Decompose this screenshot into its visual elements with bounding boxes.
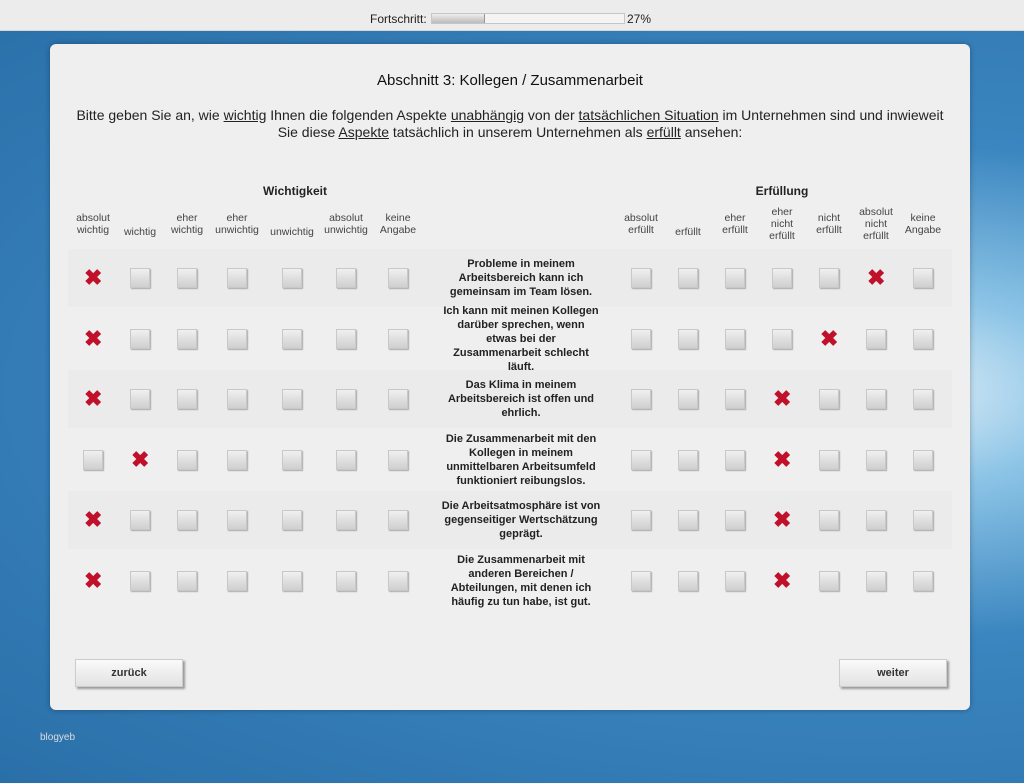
importance-checkbox[interactable] [282, 389, 302, 409]
importance-checkbox[interactable] [388, 329, 408, 349]
importance-column-header: absolut wichtig [76, 212, 110, 236]
fulfillment-checkbox[interactable] [819, 450, 839, 470]
importance-checkbox-checked[interactable]: ✖ [84, 265, 103, 290]
fulfillment-checkbox-checked[interactable]: ✖ [773, 507, 792, 532]
importance-checkbox[interactable] [336, 450, 356, 470]
importance-checkbox[interactable] [130, 389, 150, 409]
fulfillment-column-header: absolut nicht erfüllt [859, 206, 893, 242]
importance-checkbox[interactable] [130, 510, 150, 530]
instructions: Bitte geben Sie an, wie wichtig Ihnen die folgenden Aspekte unabhängig von der tatsächlichen Situation im Unternehmen sind und inwieweit Sie diese Aspekte tatsächlich in unserem Unternehmen als erfüllt ansehen: [76, 107, 944, 140]
fulfillment-checkbox[interactable] [631, 268, 651, 288]
fulfillment-column-header: nicht erfüllt [816, 212, 842, 236]
importance-checkbox[interactable] [336, 389, 356, 409]
fulfillment-checkbox[interactable] [725, 268, 745, 288]
fulfillment-checkbox[interactable] [866, 571, 886, 591]
importance-column-header: absolut unwichtig [324, 212, 368, 236]
importance-checkbox[interactable] [336, 329, 356, 349]
importance-checkbox[interactable] [177, 571, 197, 591]
fulfillment-checkbox-checked[interactable]: ✖ [820, 326, 839, 351]
importance-checkbox[interactable] [336, 510, 356, 530]
importance-checkbox[interactable] [177, 268, 197, 288]
fulfillment-checkbox[interactable] [913, 510, 933, 530]
fulfillment-checkbox[interactable] [772, 268, 792, 288]
question-text: Die Zusammenarbeit mit den Kollegen in meinem unmittelbaren Arbeitsumfeld funktioniert reibungslos. [445, 433, 597, 487]
importance-checkbox[interactable] [227, 450, 247, 470]
fulfillment-checkbox[interactable] [725, 450, 745, 470]
fulfillment-heading: Erfüllung [755, 184, 809, 198]
importance-checkbox-checked[interactable]: ✖ [84, 326, 103, 351]
fulfillment-checkbox[interactable] [866, 389, 886, 409]
importance-checkbox[interactable] [227, 329, 247, 349]
fulfillment-checkbox[interactable] [866, 329, 886, 349]
importance-checkbox[interactable] [282, 329, 302, 349]
question-text: Die Arbeitsatmosphäre ist von gegenseitiger Wertschätzung geprägt. [441, 500, 601, 540]
progress-header [0, 0, 1024, 31]
fulfillment-checkbox[interactable] [913, 268, 933, 288]
question-row [68, 305, 952, 373]
importance-checkbox[interactable] [282, 510, 302, 530]
importance-heading: Wichtigkeit [263, 184, 327, 198]
question-row [68, 431, 952, 489]
question-text: Probleme in meinem Arbeitsbereich kann ich gemeinsam im Team lösen. [449, 258, 593, 298]
importance-checkbox[interactable] [227, 571, 247, 591]
fulfillment-checkbox[interactable] [913, 571, 933, 591]
importance-checkbox[interactable] [177, 389, 197, 409]
question-row [68, 249, 952, 307]
fulfillment-checkbox[interactable] [678, 329, 698, 349]
fulfillment-checkbox[interactable] [819, 571, 839, 591]
importance-checkbox[interactable] [282, 268, 302, 288]
importance-checkbox[interactable] [83, 450, 103, 470]
fulfillment-checkbox[interactable] [725, 389, 745, 409]
progress-percent: 27% [627, 12, 652, 26]
importance-checkbox-checked[interactable]: ✖ [84, 386, 103, 411]
importance-checkbox[interactable] [388, 450, 408, 470]
importance-checkbox-checked[interactable]: ✖ [84, 507, 103, 532]
importance-checkbox[interactable] [227, 268, 247, 288]
importance-checkbox[interactable] [282, 450, 302, 470]
question-row [68, 491, 952, 549]
back-button[interactable]: zurück [75, 659, 183, 687]
fulfillment-checkbox[interactable] [631, 389, 651, 409]
question-row [68, 370, 952, 428]
importance-checkbox-checked[interactable]: ✖ [131, 447, 150, 472]
importance-checkbox[interactable] [177, 450, 197, 470]
question-row [68, 552, 952, 610]
fulfillment-checkbox[interactable] [725, 510, 745, 530]
importance-checkbox[interactable] [177, 329, 197, 349]
importance-checkbox[interactable] [336, 268, 356, 288]
fulfillment-checkbox[interactable] [678, 571, 698, 591]
importance-checkbox[interactable] [227, 389, 247, 409]
progress-label: Fortschritt: [370, 12, 427, 26]
question-text: Die Zusammenarbeit mit anderen Bereichen / Abteilungen, mit denen ich häufig zu tun habe, ist gut. [450, 554, 592, 608]
fulfillment-checkbox[interactable] [913, 329, 933, 349]
fulfillment-checkbox-checked[interactable]: ✖ [773, 568, 792, 593]
fulfillment-checkbox[interactable] [913, 450, 933, 470]
importance-checkbox[interactable] [388, 571, 408, 591]
importance-column-header: unwichtig [270, 226, 314, 238]
progress-fill [432, 14, 485, 23]
fulfillment-checkbox[interactable] [819, 510, 839, 530]
section-title: Abschnitt 3: Kollegen / Zusammenarbeit [377, 72, 643, 89]
importance-checkbox[interactable] [130, 571, 150, 591]
progress-bar [431, 13, 625, 24]
watermark: blogyeb [40, 732, 76, 743]
importance-checkbox[interactable] [388, 268, 408, 288]
fulfillment-checkbox[interactable] [631, 329, 651, 349]
importance-column-header: eher wichtig [170, 212, 204, 236]
fulfillment-checkbox[interactable] [725, 329, 745, 349]
fulfillment-column-header: eher erfüllt [722, 212, 748, 236]
fulfillment-checkbox[interactable] [631, 450, 651, 470]
fulfillment-checkbox[interactable] [678, 450, 698, 470]
importance-checkbox[interactable] [282, 571, 302, 591]
next-button[interactable]: weiter [839, 659, 947, 687]
importance-checkbox[interactable] [388, 389, 408, 409]
importance-checkbox[interactable] [336, 571, 356, 591]
fulfillment-column-header: absolut erfüllt [624, 212, 658, 236]
question-text: Das Klima in meinem Arbeitsbereich ist offen und ehrlich. [447, 379, 595, 419]
fulfillment-checkbox[interactable] [678, 268, 698, 288]
importance-checkbox[interactable] [130, 329, 150, 349]
fulfillment-checkbox[interactable] [819, 389, 839, 409]
importance-checkbox[interactable] [227, 510, 247, 530]
importance-column-header: wichtig [123, 226, 157, 238]
fulfillment-column-header: erfüllt [675, 226, 701, 238]
fulfillment-checkbox[interactable] [678, 389, 698, 409]
fulfillment-checkbox[interactable] [631, 571, 651, 591]
importance-checkbox[interactable] [130, 268, 150, 288]
fulfillment-checkbox[interactable] [772, 329, 792, 349]
importance-checkbox[interactable] [388, 510, 408, 530]
fulfillment-checkbox-checked[interactable]: ✖ [773, 447, 792, 472]
survey-panel [50, 44, 970, 710]
importance-checkbox[interactable] [177, 510, 197, 530]
question-text: Ich kann mit meinen Kollegen darüber sprechen, wenn etwas bei der Zusammenarbeit schlecht läuft. [443, 305, 599, 373]
fulfillment-checkbox-checked[interactable]: ✖ [773, 386, 792, 411]
fulfillment-checkbox[interactable] [819, 268, 839, 288]
fulfillment-checkbox[interactable] [725, 571, 745, 591]
fulfillment-column-header: keine Angabe [904, 212, 942, 236]
importance-checkbox-checked[interactable]: ✖ [84, 568, 103, 593]
fulfillment-checkbox[interactable] [866, 450, 886, 470]
fulfillment-checkbox[interactable] [678, 510, 698, 530]
fulfillment-column-header: eher nicht erfüllt [769, 206, 795, 242]
fulfillment-checkbox-checked[interactable]: ✖ [867, 265, 886, 290]
fulfillment-checkbox[interactable] [631, 510, 651, 530]
fulfillment-checkbox[interactable] [866, 510, 886, 530]
importance-column-header: eher unwichtig [215, 212, 259, 236]
fulfillment-checkbox[interactable] [913, 389, 933, 409]
importance-column-header: keine Angabe [379, 212, 417, 236]
